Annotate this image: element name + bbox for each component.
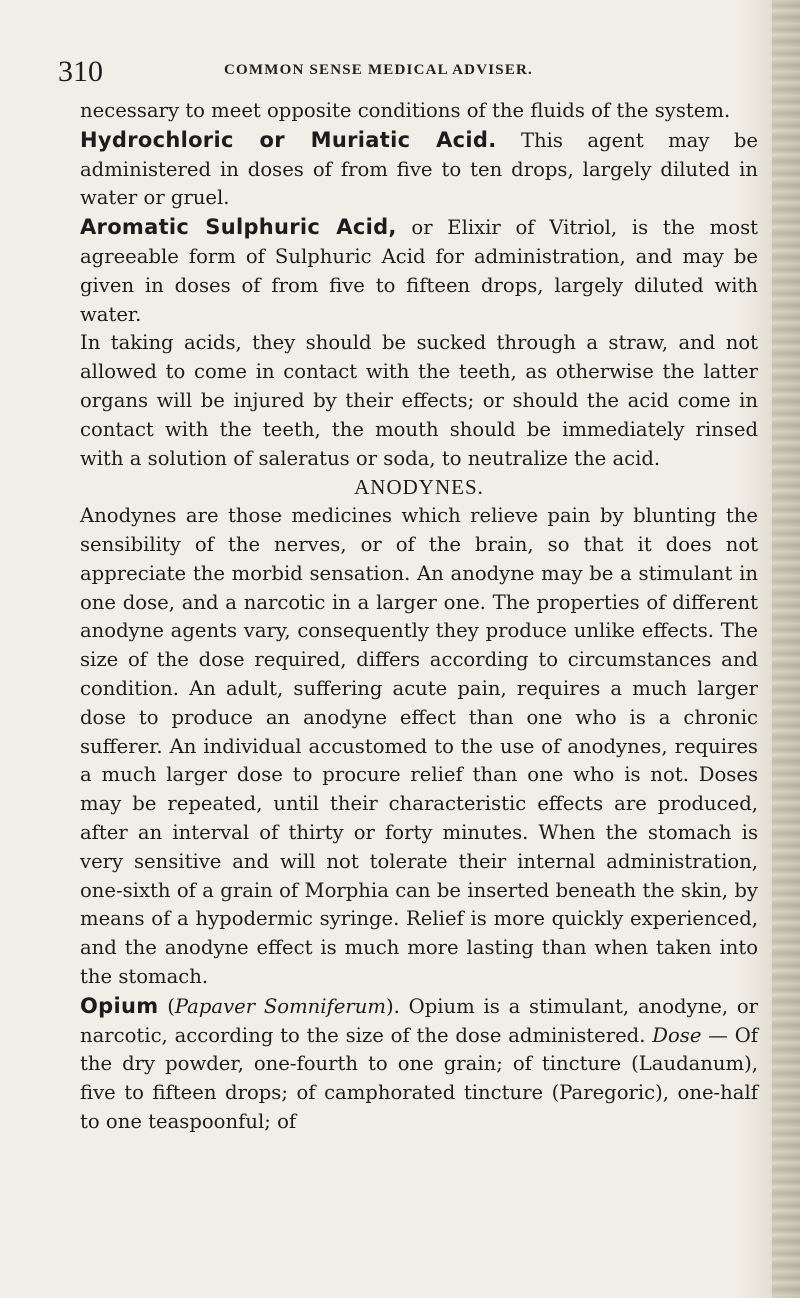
entry-hydrochloric-acid — [80, 126, 758, 213]
body-text — [80, 97, 758, 1137]
entry-text: — Of the dry powder, one-fourth to one grain; of tincture (Laudanum), five to fifteen drops; of camphorated tincture (Paregoric), one-half to one teaspoonful; of — [80, 1023, 759, 1133]
entry-text: ). Opium is a stimulant, anodyne, or narcotic, according to the size of the dose administered. — [80, 994, 758, 1047]
entry-term: Hydrochloric or Muriatic Acid. — [80, 127, 497, 152]
page-edge-shadow — [772, 0, 800, 1298]
page-header — [58, 54, 758, 94]
entry-text: or Elixir of Vitriol, is the most agreeable form of Sulphuric Acid for administration, and may be given in doses of from five to fifteen drops, largely diluted with water. — [80, 216, 758, 326]
paragraph-text: Anodynes are those medicines which relieve pain by blunting the sensibility of the nerves, or of the brain, so that it does not appreciate the morbid sensation. An anodyne may be a stimulant in one dose, and a narcotic in a larger one. The properties of different anodyne agents vary, consequently they produce unlike effects. The size of the dose required, differs according to circumstances and condition. An adult, suffering acute pain, requires a much larger dose to produce an anodyne effect than one who is a chronic sufferer. An individual accustomed to the use of anodynes, requires a much larger dose to procure relief than one who is not. Doses may be repeated, until their characteristic effects are produced, after an interval of thirty or forty minutes. When the stomach is very sensitive and will not tolerate their internal administration, one-sixth of a grain of Morphia can be inserted beneath the skin, by means of a hypodermic syringe. Relief is more quickly experienced, and the anodyne effect is much more lasting than when taken into the stomach. — [80, 504, 758, 988]
entry-term: Opium — [80, 993, 159, 1018]
dose-label: Dose — [652, 1023, 702, 1047]
paragraph-continuation — [80, 97, 758, 126]
entry-text: This agent may be administered in doses of from five to ten drops, largely diluted in water or gruel. — [80, 128, 758, 210]
paragraph-acids-advice — [80, 329, 758, 473]
entry-text: ( — [158, 994, 175, 1018]
entry-aromatic-sulphuric-acid — [80, 213, 758, 329]
running-title: COMMON SENSE MEDICAL ADVISER. — [224, 62, 534, 78]
paragraph-text: necessary to meet opposite conditions of the fluids of the system. — [80, 99, 731, 122]
page-number: 310 — [58, 55, 103, 88]
latin-name: Papaver Somniferum — [174, 994, 386, 1018]
section-heading: ANODYNES. — [354, 475, 484, 500]
entry-term: Aromatic Sulphuric Acid, — [80, 215, 397, 240]
entry-opium — [80, 992, 758, 1137]
paragraph-anodynes — [80, 502, 758, 992]
paragraph-text: In taking acids, they should be sucked through a straw, and not allowed to come in contact with the teeth, as otherwise the latter organs will be injured by their effects; or should the acid come in contact with the teeth, the mouth should be immediately rinsed with a solution of saleratus or soda, to neutralize the acid. — [80, 331, 758, 470]
